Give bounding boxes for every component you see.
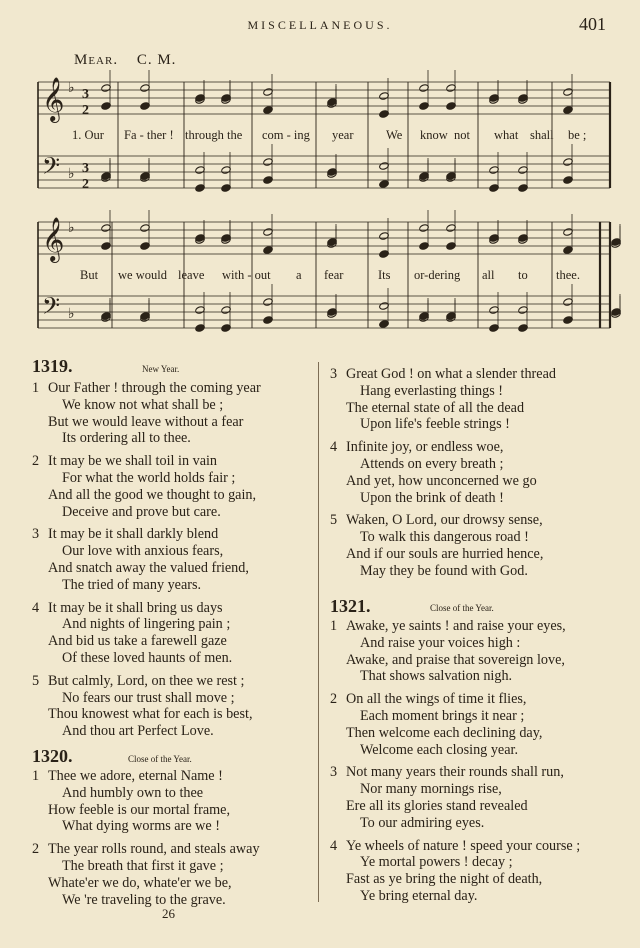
verse — [330, 764, 580, 831]
verse-line: And if our souls are hurried hence, — [346, 545, 544, 562]
verse — [32, 526, 261, 593]
lyric-syllable: com - ing — [262, 128, 310, 142]
verse-line: The eternal state of all the dead — [346, 399, 525, 416]
verse-line: Ye bring eternal day. — [360, 887, 478, 904]
verse — [330, 439, 556, 506]
verse-number: 5 — [32, 672, 40, 689]
verse-line: For what the world holds fair ; — [62, 469, 236, 486]
flat-icon: ♭ — [68, 81, 75, 96]
time-signature: 3 — [82, 87, 89, 102]
verse-line: Welcome each closing year. — [360, 741, 519, 758]
verse-line: The breath that first it gave ; — [62, 857, 224, 874]
lyric-syllable: know — [420, 128, 448, 142]
hymn-occasion-1320: Close of the Year. — [128, 754, 192, 764]
flat-icon: ♭ — [68, 307, 75, 322]
hymn-occasion-1319: New Year. — [142, 364, 180, 374]
verse-line: Its ordering all to thee. — [62, 430, 191, 447]
verse-line: That shows salvation nigh. — [360, 668, 513, 685]
verse-line: And snatch away the valued friend, — [48, 559, 249, 576]
verse-line-text: The year rolls round, and steals away — [48, 841, 260, 858]
lyric-syllable: leave — [178, 268, 205, 282]
verse-line: We 're traveling to the grave. — [62, 891, 226, 908]
lyric-syllable: year — [332, 128, 354, 142]
verse-first-line — [32, 768, 260, 785]
verse-first-line — [330, 618, 580, 635]
verse-line-text: Waken, O Lord, our drowsy sense, — [346, 512, 543, 529]
verse-line: The tried of many years. — [62, 576, 202, 593]
hymn-number-1321: 1321. — [330, 596, 371, 616]
verse-line: Awake, and praise that sovereign love, — [346, 651, 565, 668]
bass-clef-icon: 𝄢 — [42, 152, 61, 185]
verse — [32, 673, 261, 740]
verse — [330, 691, 580, 758]
verse — [32, 768, 260, 835]
verse-line: Of these loved haunts of men. — [62, 649, 233, 666]
verse-line-text: It may be it shall darkly blend — [48, 526, 219, 543]
verse-number: 3 — [330, 366, 338, 382]
verse-line-text: Our Father ! through the coming year — [48, 380, 261, 396]
hymn-1320-verses-right — [330, 366, 556, 586]
verse-line: Each moment brings it near ; — [360, 707, 525, 724]
verse-number: 1 — [32, 768, 40, 784]
verse-line-text: Awake, ye saints ! and raise your eyes, — [346, 618, 566, 634]
verse-line: And thou art Perfect Love. — [62, 723, 214, 740]
lyric-syllable: not — [454, 128, 470, 142]
lyric-syllable: or-dering — [414, 268, 461, 282]
verse-first-line — [32, 673, 261, 690]
verse-line: And yet, how unconcerned we go — [346, 472, 537, 489]
verse-first-line — [32, 600, 261, 617]
verse-line: Thou knowest what for each is best, — [48, 706, 253, 723]
verse-line: No fears our trust shall move ; — [62, 689, 235, 706]
lyric-syllable: what — [494, 128, 519, 142]
bass-clef-icon: 𝄢 — [42, 292, 61, 325]
verse — [330, 512, 556, 579]
verse-number: 3 — [330, 764, 338, 781]
verse-number: 2 — [32, 453, 40, 470]
lyric-syllable: all — [482, 268, 495, 282]
lyric-syllable: 1. Our — [72, 128, 104, 142]
tune-meter: C. M. — [136, 52, 177, 68]
lyric-syllable: be ; — [568, 128, 587, 142]
verse-number: 2 — [32, 841, 40, 858]
verse-first-line — [32, 453, 261, 470]
verse-line-text: But calmly, Lord, on thee we rest ; — [48, 672, 245, 689]
verse-line: How feeble is our mortal frame, — [48, 801, 231, 818]
time-signature: 2 — [82, 177, 89, 192]
lyric-syllable: But — [80, 268, 99, 282]
flat-icon: ♭ — [68, 221, 75, 236]
lyric-syllable: shall — [530, 128, 554, 142]
verse-first-line — [32, 380, 261, 397]
verse-line: And humbly own to thee — [62, 784, 204, 801]
music-score — [0, 0, 640, 350]
verse-first-line — [330, 439, 556, 456]
lyric-syllable: Its — [378, 268, 391, 282]
verse-line-text: It may be it shall bring us days — [48, 599, 223, 616]
verse-line: And all the good we thought to gain, — [48, 486, 257, 503]
verse-line-text: Ye wheels of nature ! speed your course ; — [346, 837, 581, 854]
verse-line: Our love with anxious fears, — [62, 543, 224, 560]
verse-line-text: It may be we shall toil in vain — [48, 453, 218, 470]
verse-first-line — [32, 841, 260, 858]
verse-line: May they be found with God. — [360, 562, 528, 579]
verse-line: Then welcome each declining day, — [346, 724, 543, 741]
verse-first-line — [330, 838, 580, 855]
verse — [330, 366, 556, 433]
verse-line-text: On all the wings of time it flies, — [346, 691, 527, 708]
treble-clef-icon: 𝄞 — [42, 77, 65, 121]
verse — [32, 453, 261, 520]
verse-number: 1 — [330, 618, 338, 634]
verse-line-text: Great God ! on what a slender thread — [346, 366, 556, 382]
verse-line-text: Infinite joy, or endless woe, — [346, 439, 504, 456]
verse-line: Hang everlasting things ! — [360, 382, 504, 399]
hymn-1319-verses — [32, 380, 261, 746]
signature-mark: 26 — [162, 906, 175, 921]
verse — [32, 841, 260, 908]
tune-name: Mear. — [74, 52, 119, 68]
treble-clef-icon: 𝄞 — [42, 217, 65, 261]
verse-line: Ere all its glories stand revealed — [346, 797, 528, 814]
verse-number: 2 — [330, 691, 338, 708]
flat-icon: ♭ — [68, 167, 75, 182]
lyric-syllable: we would — [118, 268, 167, 282]
verse-first-line — [330, 764, 580, 781]
page-number: 401 — [579, 14, 606, 34]
verse — [330, 618, 580, 685]
verse-line: We know not what shall be ; — [62, 396, 224, 413]
verse — [330, 838, 580, 905]
lyric-syllable: to — [518, 268, 528, 282]
verse-line: To walk this dangerous road ! — [360, 529, 529, 546]
verse-number: 4 — [32, 599, 40, 616]
verse-line: Nor many mornings rise, — [360, 781, 502, 798]
verse-line-text: Thee we adore, eternal Name ! — [48, 768, 223, 784]
verse-line-text: Not many years their rounds shall run, — [346, 764, 564, 781]
verse-line: Upon life's feeble strings ! — [360, 416, 510, 433]
verse-first-line — [330, 366, 556, 383]
running-title: MISCELLANEOUS. — [247, 18, 393, 32]
lyric-syllable: a — [296, 268, 302, 282]
verse — [32, 600, 261, 667]
verse-number: 4 — [330, 837, 338, 854]
lyric-syllable: through the — [185, 128, 243, 142]
time-signature: 3 — [82, 161, 89, 176]
hymn-number-1320: 1320. — [32, 746, 73, 766]
hymn-1320-verses-left — [32, 768, 260, 914]
verse-line: Fast as ye bring the night of death, — [346, 871, 543, 888]
verse-line: To our admiring eyes. — [360, 814, 485, 831]
verse-line: But we would leave without a fear — [48, 413, 244, 430]
verse-line: Deceive and prove but care. — [62, 503, 221, 520]
lyric-syllable: with - out — [222, 268, 271, 282]
time-signature: 2 — [82, 103, 89, 118]
verse-number: 1 — [32, 380, 40, 396]
verse-number: 4 — [330, 439, 338, 456]
verse-first-line — [330, 512, 556, 529]
column-divider — [318, 362, 319, 902]
verse-line: Whate'er we do, whate'er we be, — [48, 874, 232, 891]
verse — [32, 380, 261, 447]
verse-line: And nights of lingering pain ; — [62, 616, 231, 633]
verse-first-line — [330, 691, 580, 708]
lyric-syllable: We — [386, 128, 403, 142]
verse-line: Attends on every breath ; — [360, 455, 504, 472]
verse-line: And raise your voices high : — [360, 634, 521, 651]
verse-first-line — [32, 526, 261, 543]
hymn-occasion-1321: Close of the Year. — [430, 603, 494, 613]
hymn-number-1319: 1319. — [32, 356, 73, 376]
verse-number: 3 — [32, 526, 40, 543]
verse-number: 5 — [330, 512, 338, 529]
lyric-syllable: thee. — [556, 268, 580, 282]
lyric-syllable: fear — [324, 268, 344, 282]
hymn-1321-verses — [330, 618, 580, 911]
verse-line: What dying worms are we ! — [62, 818, 220, 835]
verse-line: Upon the brink of death ! — [360, 489, 504, 506]
lyric-syllable: Fa - ther ! — [124, 128, 174, 142]
verse-line: And bid us take a farewell gaze — [48, 633, 227, 650]
verse-line: Ye mortal powers ! decay ; — [360, 854, 513, 871]
